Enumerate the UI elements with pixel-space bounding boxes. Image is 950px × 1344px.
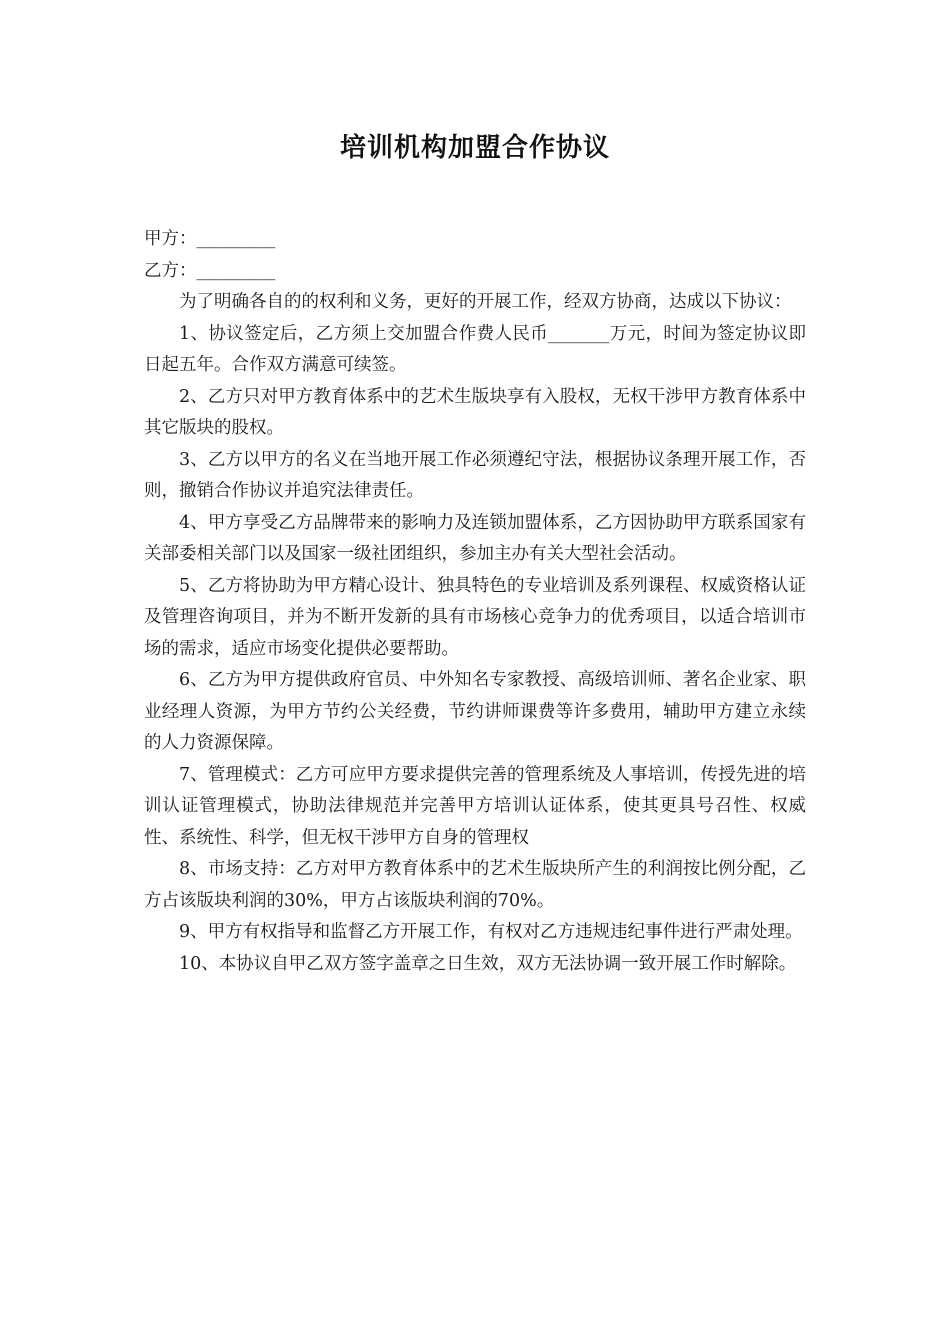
document-body (144, 224, 806, 980)
clause-4: 4、甲方享受乙方品牌带来的影响力及连锁加盟体系，乙方因协助甲方联系国家有关部委相关部门以及国家一级社团组织，参加主办有关大型社会活动。 (144, 512, 806, 564)
party-a-line: 甲方：_________ (144, 229, 276, 249)
clause-9: 9、甲方有权指导和监督乙方开展工作，有权对乙方违规违纪事件进行严肃处理。 (179, 922, 803, 942)
clause-6: 6、乙方为甲方提供政府官员、中外知名专家教授、高级培训师、著名企业家、职业经理人资源，为甲方节约公关经费，节约讲师课费等许多费用，辅助甲方建立永续的人力资源保障。 (144, 670, 806, 753)
document-title: 培训机构加盟合作协议 (339, 133, 610, 163)
clause-5: 5、乙方将协助为甲方精心设计、独具特色的专业培训及系列课程、权威资格认证及管理咨询项目，并为不断开发新的具有市场核心竞争力的优秀项目，以适合培训市场的需求，适应市场变化提供必要帮助。 (144, 575, 806, 659)
party-b-line: 乙方：_________ (144, 260, 276, 281)
clause-3: 3、乙方以甲方的名义在当地开展工作必须遵纪守法，根据协议条理开展工作，否则，撤销合作协议并追究法律责任。 (144, 449, 806, 501)
clause-1: 1、协议签定后，乙方须上交加盟合作费人民币_______万元，时间为签定协议即日起五年。合作双方满意可续签。 (144, 323, 806, 375)
intro-paragraph: 为了明确各自的的权利和义务，更好的开展工作，经双方协商，达成以下协议： (179, 292, 792, 312)
clause-10: 10、本协议自甲乙双方签字盖章之日生效，双方无法协调一致开展工作时解除。 (179, 953, 797, 974)
clause-2: 2、乙方只对甲方教育体系中的艺术生版块享有入股权，无权干涉甲方教育体系中其它版块的股权。 (144, 386, 806, 438)
clause-8: 8、市场支持：乙方对甲方教育体系中的艺术生版块所产生的利润按比例分配，乙方占该版块利润的30%，甲方占该版块利润的70%。 (144, 859, 806, 911)
clause-7: 7、管理模式：乙方可应甲方要求提供完善的管理系统及人事培训，传授先进的培训认证管理模式，协助法律规范并完善甲方培训认证体系，使其更具号召性、权威性、系统性、科学，但无权干涉甲方自身的管理权 (144, 764, 806, 848)
